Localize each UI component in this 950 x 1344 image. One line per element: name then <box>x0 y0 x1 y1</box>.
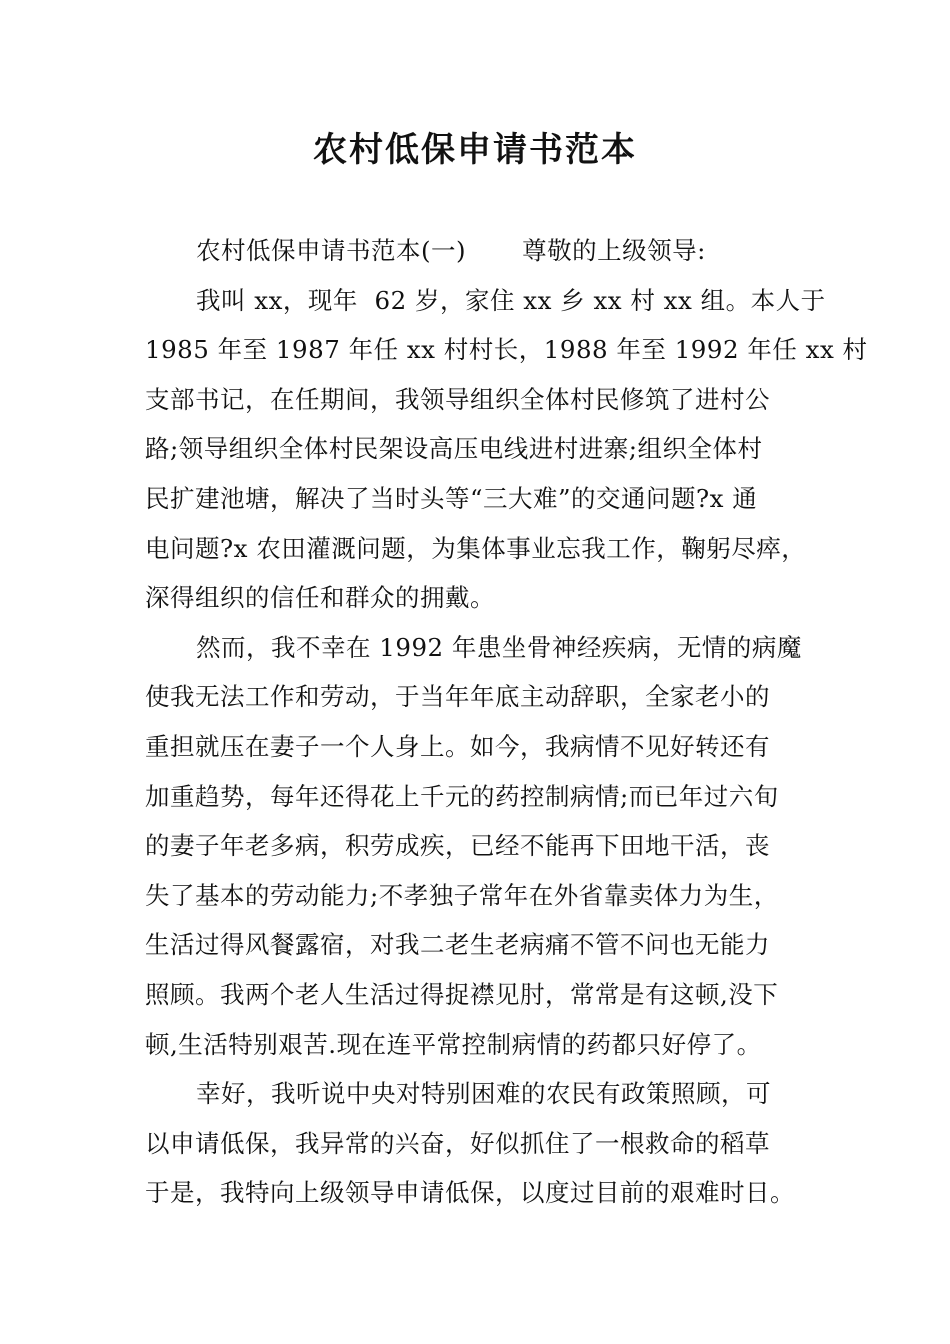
intro-heading: 农村低保申请书范本(一) <box>196 236 467 265</box>
paragraph-line: 加重趋势，每年还得花上千元的药控制病情;而已年过六旬 <box>145 781 779 811</box>
paragraph-line: 电问题?x 农田灌溉问题，为集体事业忘我工作，鞠躬尽瘁， <box>145 533 807 563</box>
salutation: 尊敬的上级领导: <box>522 236 706 265</box>
paragraph-line: 深得组织的信任和群众的拥戴。 <box>145 583 495 613</box>
paragraph-3 <box>145 1069 825 1218</box>
paragraph-line: 民扩建池塘，解决了当时头等“三大难”的交通问题?x 通 <box>145 483 758 513</box>
paragraph-line: 1985 年至 1987 年任 xx 村村长，1988 年至 1992 年任 xx 村 <box>145 335 868 365</box>
paragraph-line: 重担就压在妻子一个人身上。如今，我病情不见好转还有 <box>145 731 770 761</box>
paragraph-1 <box>145 276 868 623</box>
paragraph-line: 使我无法工作和劳动，于当年年底主动辞职，全家老小的 <box>145 682 770 712</box>
paragraph-line: 我叫 xx，现年 62 岁，家住 xx 乡 xx 村 xx 组。本人于 <box>196 285 826 315</box>
paragraph-line: 然而，我不幸在 1992 年患坐骨神经疾病，无情的病魔 <box>196 632 802 662</box>
paragraph-line: 顿,生活特别艰苦.现在连平常控制病情的药都只好停了。 <box>145 1029 762 1059</box>
paragraph-line: 路;领导组织全体村民架设高压电线进村进寨;组织全体村 <box>145 434 763 464</box>
paragraph-line: 失了基本的劳动能力;不孝独子常年在外省靠卖体力为生， <box>145 880 779 910</box>
paragraph-line: 于是，我特向上级领导申请低保，以度过目前的艰难时日。 <box>145 1178 795 1208</box>
paragraph-line: 以申请低保，我异常的兴奋，好似抓住了一根救命的稻草 <box>145 1128 770 1158</box>
paragraph-line: 支部书记，在任期间，我领导组织全体村民修筑了进村公 <box>145 384 770 414</box>
document-title: 农村低保申请书范本 <box>313 130 637 170</box>
paragraph-line: 照顾。我两个老人生活过得捉襟见肘，常常是有这顿,没下 <box>145 979 779 1009</box>
paragraph-line: 生活过得风餐露宿，对我二老生老病痛不管不问也无能力 <box>145 930 770 960</box>
document-body <box>145 226 868 1218</box>
paragraph-line: 幸好，我听说中央对特别困难的农民有政策照顾，可 <box>196 1079 771 1109</box>
paragraph-line: 的妻子年老多病，积劳成疾，已经不能再下田地干活，丧 <box>145 831 770 861</box>
intro-line <box>145 226 825 276</box>
paragraph-2 <box>145 623 825 1069</box>
